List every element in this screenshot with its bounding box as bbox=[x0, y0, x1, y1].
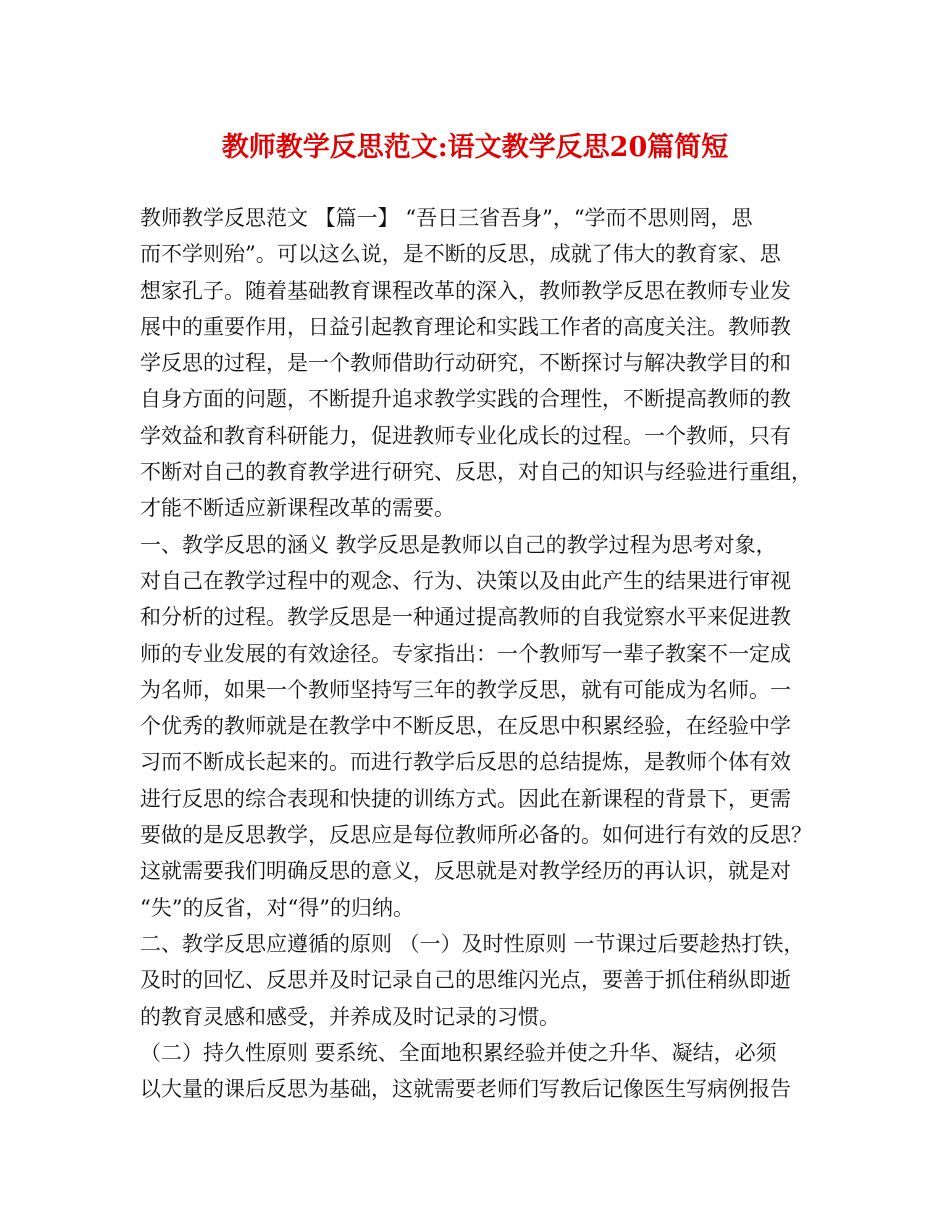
text-line: 一、教学反思的涵义 教学反思是教师以自己的教学过程为思考对象， bbox=[140, 532, 777, 557]
text-line: 为名师，如果一个教师坚持写三年的教学反思，就有可能成为名师。一 bbox=[140, 677, 791, 702]
text-line: 要做的是反思教学，反思应是每位教师所必备的。如何进行有效的反思？ bbox=[140, 823, 812, 848]
page-title: 教师教学反思范文:语文教学反思20篇简短 bbox=[221, 132, 729, 163]
text-line: 教师教学反思范文 【篇一】 “吾日三省吾身”，“学而不思则罔，思 bbox=[140, 206, 753, 230]
text-line: 以大量的课后反思为基础，这就需要老师们写教后记像医生写病例报告 bbox=[140, 1077, 791, 1102]
text-line: 展中的重要作用，日益引起教育理论和实践工作者的高度关注。教师教 bbox=[140, 314, 791, 339]
text-line: 不断对自己的教育教学进行研究、反思，对自己的知识与经验进行重组， bbox=[140, 460, 812, 485]
body-text bbox=[140, 200, 820, 1107]
text-line: （二）持久性原则 要系统、全面地积累经验并使之升华、凝结，必须 bbox=[140, 1040, 777, 1065]
text-line: 学效益和教育科研能力，促进教师专业化成长的过程。一个教师，只有 bbox=[140, 423, 791, 448]
text-line: 这就需要我们明确反思的意义，反思就是对教学经历的再认识，就是对 bbox=[140, 859, 791, 884]
text-line: 进行反思的综合表现和快捷的训练方式。因此在新课程的背景下，更需 bbox=[140, 786, 791, 811]
text-line: 而不学则殆”。可以这么说，是不断的反思，成就了伟大的教育家、思 bbox=[140, 242, 781, 267]
text-line: 学反思的过程，是一个教师借助行动研究，不断探讨与解决教学目的和 bbox=[140, 351, 791, 376]
text-line: 二、教学反思应遵循的原则 （一）及时性原则 一节课过后要趁热打铁， bbox=[140, 931, 805, 956]
text-line: 师的专业发展的有效途径。专家指出：一个教师写一辈子教案不一定成 bbox=[140, 641, 791, 666]
text-line: 习而不断成长起来的。而进行教学后反思的总结提炼，是教师个体有效 bbox=[140, 750, 791, 775]
text-line: 想家孔子。随着基础教育课程改革的深入，教师教学反思在教师专业发 bbox=[140, 278, 791, 303]
text-line: 的教育灵感和感受，并养成及时记录的习惯。 bbox=[140, 1004, 560, 1029]
text-line: 对自己在教学过程中的观念、行为、决策以及由此产生的结果进行审视 bbox=[140, 568, 791, 593]
text-line: 个优秀的教师就是在教学中不断反思，在反思中积累经验，在经验中学 bbox=[140, 714, 791, 739]
text-line: “失”的反省，对“得”的归纳。 bbox=[140, 895, 414, 920]
text-line: 自身方面的问题，不断提升追求教学实践的合理性，不断提高教师的教 bbox=[140, 387, 791, 412]
text-line: 才能不断适应新课程改革的需要。 bbox=[140, 496, 455, 521]
text-line: 及时的回忆、反思并及时记录自己的思维闪光点，要善于抓住稍纵即逝 bbox=[140, 968, 791, 993]
text-line: 和分析的过程。教学反思是一种通过提高教师的自我觉察水平来促进教 bbox=[140, 605, 791, 630]
